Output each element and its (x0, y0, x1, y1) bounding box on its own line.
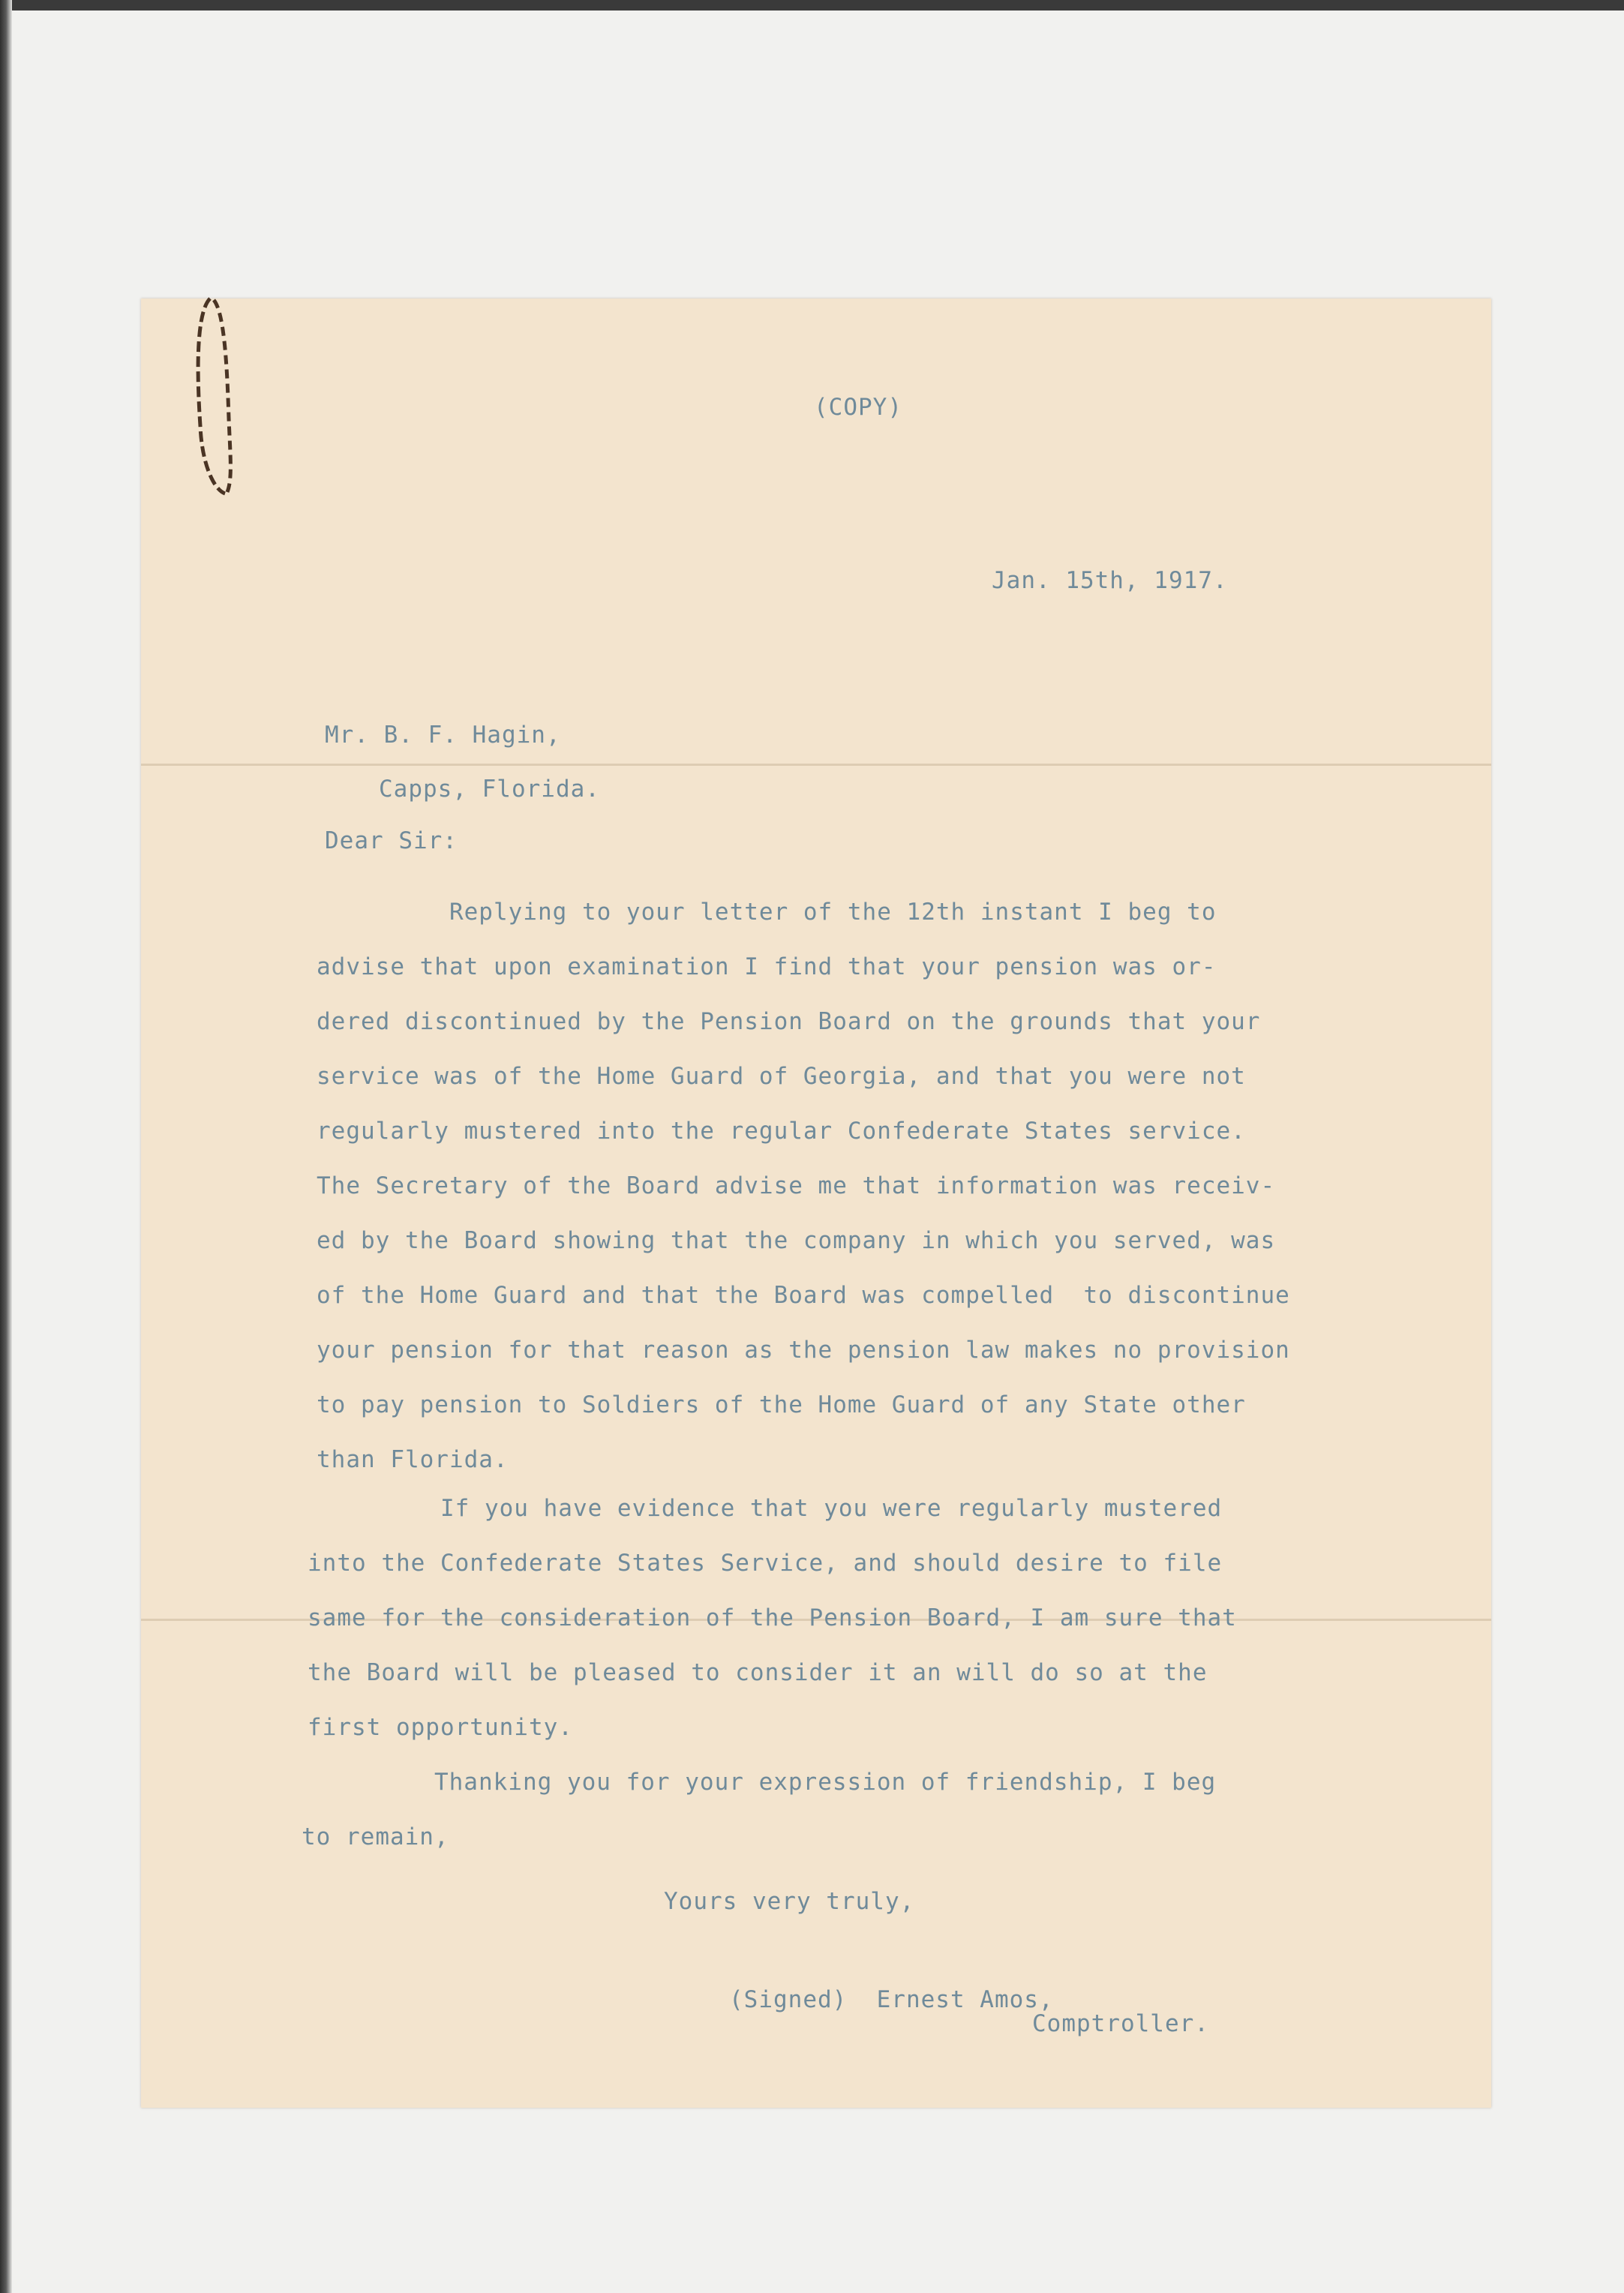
text-line: than Florida. (317, 1446, 509, 1473)
fold-crease (141, 764, 1491, 766)
text-line: your pension for that reason as the pension law makes no provision (317, 1337, 1290, 1364)
text-line: Thanking you for your expression of friendship, I beg (302, 1769, 1217, 1796)
text-line: advise that upon examination I find that your pension was or- (317, 953, 1217, 980)
signer-title: Comptroller. (1032, 2010, 1209, 2037)
text-line: The Secretary of the Board advise me that information was receiv- (317, 1172, 1276, 1199)
copy-label: (COPY) (814, 394, 902, 421)
text-line: same for the consideration of the Pension Board, I am sure that (308, 1604, 1237, 1631)
text-line: service was of the Home Guard of Georgia, and that you were not (317, 1063, 1246, 1090)
recipient-name: Mr. B. F. Hagin, (325, 722, 561, 749)
text-line: to pay pension to Soldiers of the Home Guard of any State other (317, 1391, 1246, 1418)
text-line: regularly mustered into the regular Confederate States service. (317, 1118, 1246, 1145)
text-line: to remain, (302, 1823, 449, 1850)
text-line: into the Confederate States Service, and should desire to file (308, 1550, 1223, 1577)
body-paragraph (308, 1495, 1237, 1769)
recipient-address: Capps, Florida. (379, 776, 600, 803)
letter-date: Jan. 15th, 1917. (992, 567, 1228, 594)
body-paragraph (302, 1769, 1216, 1878)
text-line: If you have evidence that you were regularly mustered (308, 1495, 1223, 1522)
text-line: of the Home Guard and that the Board was compelled to discontinue (317, 1282, 1290, 1309)
text-line: dered discontinued by the Pension Board on the grounds that your (317, 1008, 1261, 1035)
text-line: ed by the Board showing that the company in which you served, was (317, 1227, 1276, 1254)
scan-top-edge (0, 0, 1624, 11)
staple-hole-mark (191, 291, 244, 501)
salutation: Dear Sir: (325, 827, 458, 854)
scan-left-edge (0, 0, 12, 2293)
text-line: the Board will be pleased to consider it an will do so at the (308, 1659, 1208, 1686)
closing: Yours very truly, (664, 1888, 915, 1915)
signature-line: (Signed) Ernest Amos, (729, 1986, 1054, 2013)
text-line: first opportunity. (308, 1714, 573, 1741)
body-paragraph (317, 899, 1290, 1501)
text-line: Replying to your letter of the 12th instant I beg to (317, 899, 1217, 926)
